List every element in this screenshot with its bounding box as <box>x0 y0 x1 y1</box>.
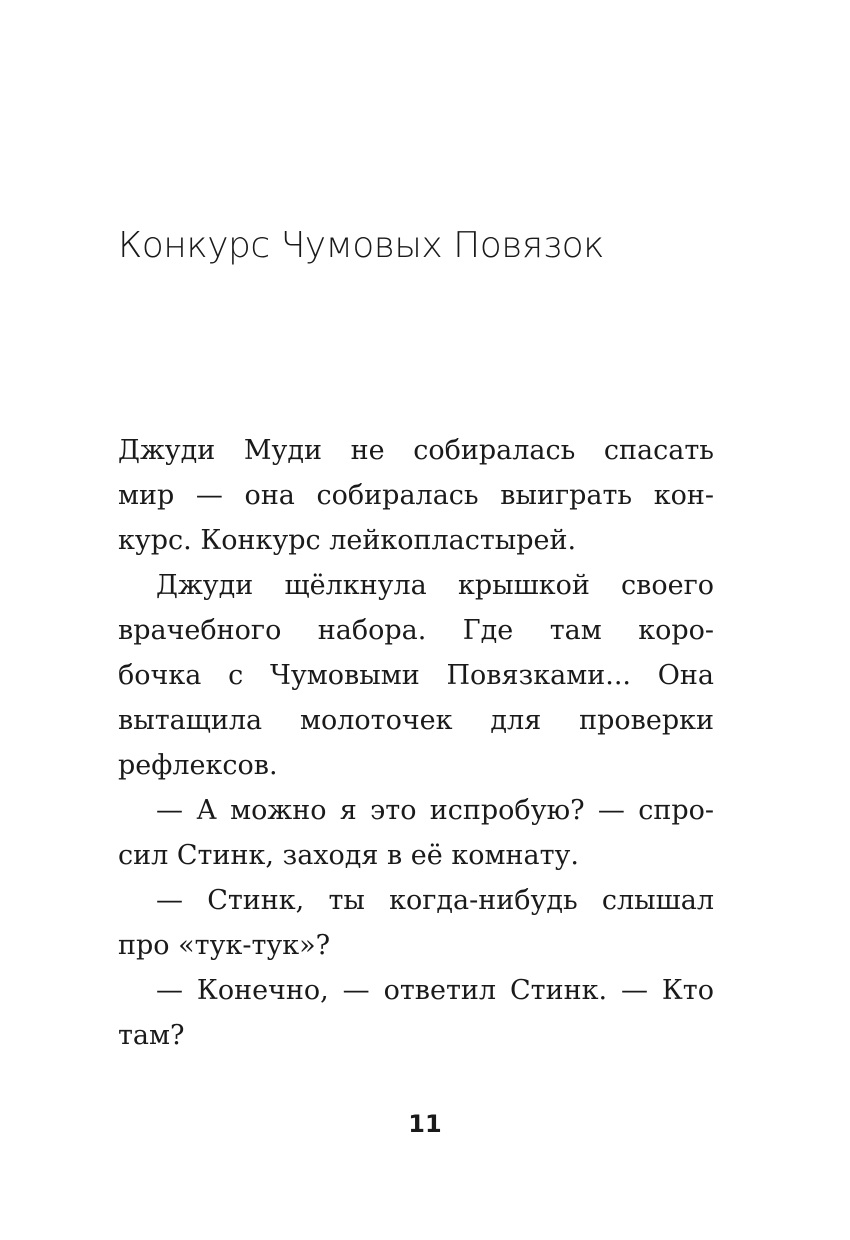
body-text <box>118 428 714 1058</box>
chapter-title: Конкурс Чумовых Повязок <box>118 225 604 266</box>
text-line: врачебного набора. Где там коро- <box>118 615 714 646</box>
paragraph <box>118 428 714 563</box>
text-line: рефлексов. <box>118 750 278 781</box>
text-line: бочка с Чумовыми Повязками... Она <box>118 660 714 691</box>
text-line: вытащила молоточек для проверки <box>118 705 714 736</box>
text-line: — Конечно, — ответил Стинк. — Кто <box>156 975 714 1006</box>
paragraph <box>118 563 714 788</box>
paragraph <box>118 878 714 968</box>
page-number: 11 <box>408 1110 442 1138</box>
text-line: сил Стинк, заходя в её комнату. <box>118 840 579 871</box>
text-line: — Стинк, ты когда-нибудь слышал <box>156 885 714 916</box>
text-line: Джуди Муди не собиралась спасать <box>118 435 714 466</box>
paragraph <box>118 788 714 878</box>
text-line: Джуди щёлкнула крышкой своего <box>156 570 714 601</box>
text-line: — А можно я это испробую? — спро- <box>156 795 714 826</box>
text-line: там? <box>118 1020 185 1051</box>
text-line: мир — она собиралась выиграть кон- <box>118 480 714 511</box>
text-line: про «тук-тук»? <box>118 930 331 961</box>
text-line: курс. Конкурс лейкопластырей. <box>118 525 577 556</box>
paragraph <box>118 968 714 1058</box>
